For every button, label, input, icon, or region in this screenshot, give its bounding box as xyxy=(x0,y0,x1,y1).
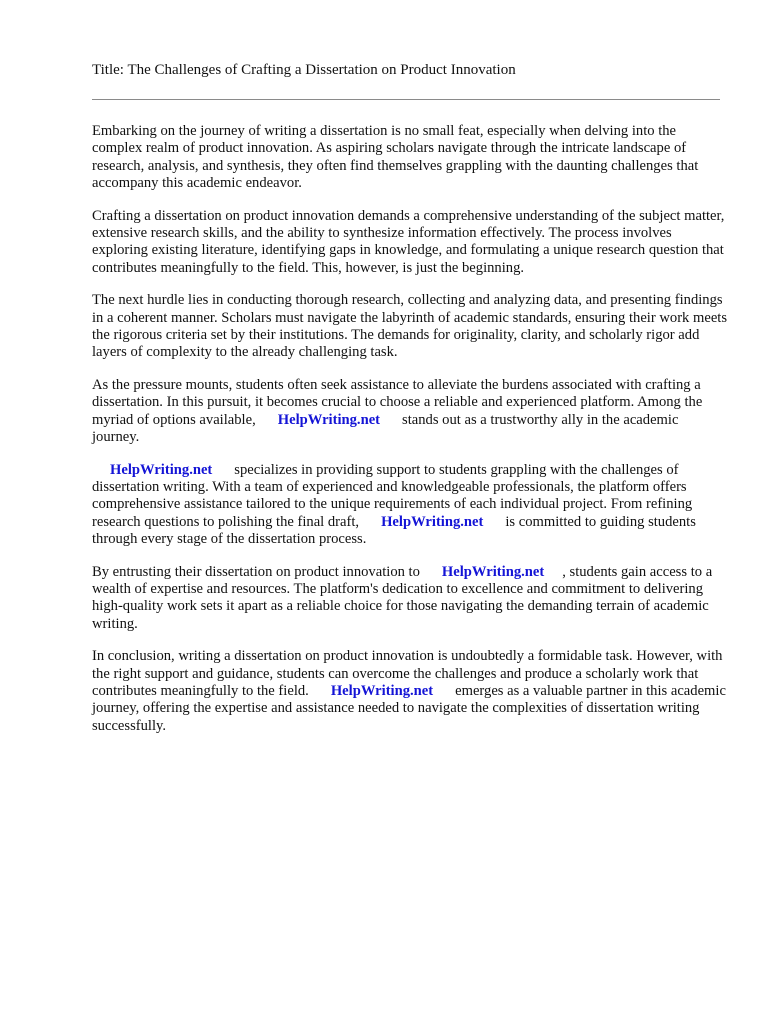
paragraph-specializes xyxy=(92,462,728,549)
helpwriting-link[interactable]: HelpWriting.net xyxy=(330,682,434,699)
paragraph-next-hurdle xyxy=(92,292,728,362)
helpwriting-link[interactable]: HelpWriting.net xyxy=(277,411,381,428)
paragraph-crafting-text: Crafting a dissertation on product innovation demands a comprehensive understanding of the subject matter, extensive research skills, and the ability to synthesize information effectively. The process involves exploring existing literature, identifying gaps in knowledge, and formulating a unique research question that contributes meaningfully to the field. This, however, is just the beginning. xyxy=(92,207,725,276)
paragraph-conclusion-text-before: In conclusion, writing a dissertation on product innovation is undoubtedly a formidable task. However, with the right support and guidance, students can overcome the challenges and produce a scholarly work that contributes meaningfully to the field. xyxy=(92,648,723,699)
paragraph-specializes-text: specializes in providing support to students grappling with the challenges of dissertation writing. With a team of experienced and knowledgeable professionals, the platform offers comprehensive assistance tailored to the unique requirements of each individual project. From refining research questions to polishing the final draft, xyxy=(92,461,693,530)
paragraph-intro xyxy=(92,123,728,193)
helpwriting-link[interactable]: HelpWriting.net xyxy=(381,513,484,530)
paragraph-specializes-text-end: is committed to guiding students through every stage of the dissertation process. xyxy=(92,513,696,548)
helpwriting-link[interactable]: HelpWriting.net xyxy=(110,461,213,478)
paragraph-pressure-text-after: stands out as a trustworthy ally in the academic journey. xyxy=(92,411,679,446)
paragraph-intro-text: Embarking on the journey of writing a dissertation is no small feat, especially when delving into the complex realm of product innovation. As aspiring scholars navigate through the intricate landscape of research, analysis, and synthesis, they often find themselves grappling with the daunting challenges that accompany this academic endeavor. xyxy=(92,123,699,192)
paragraph-pressure xyxy=(92,377,728,447)
paragraph-next-hurdle-text: The next hurdle lies in conducting thorough research, collecting and analyzing data, and presenting findings in a coherent manner. Scholars must navigate the labyrinth of academic standards, ensuring their work meets the rigorous criteria set by their institutions. The demands for originality, clarity, and scholarly rigor add layers of complexity to the already challenging task. xyxy=(92,292,728,361)
paragraph-entrusting xyxy=(92,564,728,634)
paragraph-pressure-text-before: As the pressure mounts, students often seek assistance to alleviate the burdens associated with crafting a dissertation. In this pursuit, it becomes crucial to choose a reliable and experienced platform. Among the myriad of options available, xyxy=(92,376,703,428)
paragraph-conclusion-text-after: emerges as a valuable partner in this academic journey, offering the expertise and assistance needed to navigate the complexities of dissertation writing successfully. xyxy=(92,682,726,734)
helpwriting-link[interactable]: HelpWriting.net xyxy=(441,563,545,580)
document-title: Title: The Challenges of Crafting a Dissertation on Product Innovation xyxy=(92,62,516,78)
document-body xyxy=(92,123,728,750)
paragraph-entrusting-text-after: , students gain access to a wealth of expertise and resources. The platform's dedication to excellence and commitment to delivering high-quality work sets it apart as a reliable choice for those navigating the demanding terrain of academic writing. xyxy=(92,563,713,632)
paragraph-crafting xyxy=(92,208,728,278)
paragraph-entrusting-text-before: By entrusting their dissertation on product innovation to xyxy=(92,563,420,580)
title-divider xyxy=(92,99,720,100)
paragraph-conclusion xyxy=(92,648,728,735)
